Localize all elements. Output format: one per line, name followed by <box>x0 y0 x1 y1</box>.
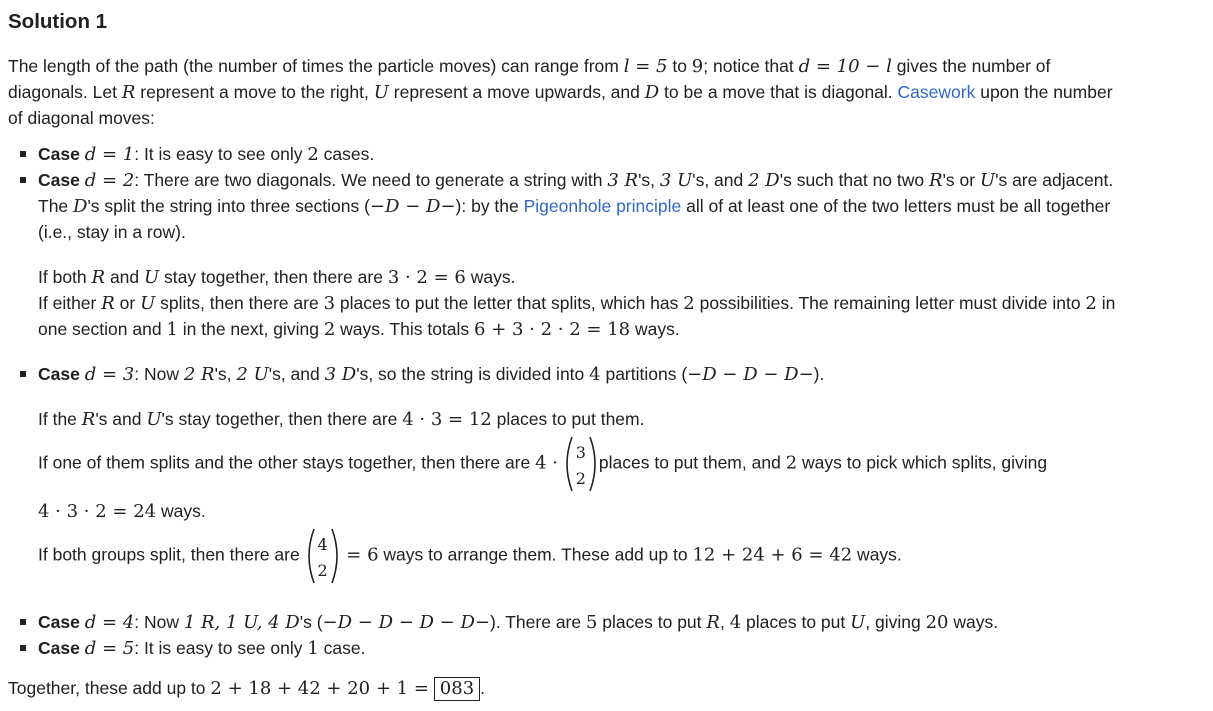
case-3-para-3 <box>38 498 206 525</box>
section-heading: Solution 1 <box>8 10 108 33</box>
math-term: U <box>146 409 162 430</box>
case-text: ). <box>813 364 825 384</box>
case-label: Case <box>38 638 80 658</box>
intro-text: The length of the path (the number of times the particle moves) can range from <box>8 56 624 76</box>
case-text: If the <box>38 409 82 429</box>
math-term: 1 <box>166 319 178 340</box>
case-text: one section and <box>38 319 167 339</box>
math-term: 12 + 24 + 6 = 42 <box>692 544 853 566</box>
math-term: 2 D <box>748 170 780 191</box>
bullet-icon <box>20 177 26 183</box>
case-text: : There are two diagonals. We need to generate a string with <box>134 170 608 190</box>
case-text: ways. <box>156 501 206 521</box>
case-text: places to put <box>741 612 851 632</box>
math-term: 2 R <box>183 364 215 385</box>
math-l-range-start: l = 5 <box>623 56 668 77</box>
case-5-item <box>38 635 366 662</box>
intro-text: to <box>667 56 692 76</box>
math-term: 4 <box>589 364 601 385</box>
case-label: Case <box>38 364 80 384</box>
math-term: R <box>91 267 106 288</box>
math-term: 1 R, 1 U, 4 D <box>183 612 300 633</box>
case-count: 1 <box>307 638 319 659</box>
case-text: splits, then there are <box>155 293 324 313</box>
math-term: U <box>850 612 866 633</box>
case-text: or <box>114 293 141 313</box>
case-text: If either <box>38 293 102 313</box>
math-d-formula: d = 10 − l <box>798 56 892 77</box>
case-text: 's, <box>214 364 237 384</box>
intro-text: gives the number of <box>891 56 1051 76</box>
case-2-para-3 <box>38 316 680 343</box>
case-text: places to put <box>597 612 707 632</box>
math-term: 3 · 2 = 6 <box>387 267 466 288</box>
case-text: If both groups split, then there are <box>38 544 305 565</box>
math-term: 3 U <box>659 170 693 191</box>
case-text: partitions ( <box>600 364 688 384</box>
math-term: 3 <box>323 293 336 314</box>
math-term: 3 D <box>324 364 357 385</box>
math-r: R <box>121 82 136 103</box>
math-u: U <box>373 82 389 103</box>
math-term: U <box>140 293 156 314</box>
case-text: 's such that no two <box>779 170 929 190</box>
case-text: 's are adjacent. <box>995 170 1114 190</box>
case-count: 2 <box>307 144 319 165</box>
case-3-para-2 <box>38 434 1047 494</box>
case-text: ways. <box>630 319 680 339</box>
case-3-para-1 <box>38 406 644 433</box>
case-text: 's split the string into three sections ( <box>87 196 370 216</box>
binomial-bottom: 2 <box>575 469 586 488</box>
math-term: R <box>81 409 96 430</box>
intro-text: diagonals. Let <box>8 82 122 102</box>
math-l-range-end: 9 <box>691 56 704 77</box>
intro-line-1 <box>8 53 1050 80</box>
math-term: 5 <box>585 612 598 633</box>
case-text: places to put them. <box>491 409 645 429</box>
math-term: R <box>706 612 720 633</box>
intro-text: represent a move upwards, and <box>388 82 645 102</box>
case-text: possibilities. The remaining letter must divide into <box>694 293 1086 313</box>
case-text: all of at least one of the two letters must be all together <box>681 196 1111 216</box>
math-term: 3 R <box>607 170 639 191</box>
intro-text: to be a move that is diagonal. <box>659 82 898 102</box>
case-text: ). There are <box>490 612 586 632</box>
case-text: : Now <box>134 612 184 632</box>
binomial-bottom: 2 <box>317 561 328 580</box>
case-condition: d = 4 <box>84 612 135 633</box>
intro-text: ; notice that <box>703 56 799 76</box>
case-text: ways. <box>465 267 516 287</box>
math-term: 20 <box>925 612 949 633</box>
final-expression: 2 + 18 + 42 + 20 + 1 = <box>210 678 429 699</box>
math-term: 2 <box>323 319 336 340</box>
casework-link[interactable]: Casework <box>897 82 976 102</box>
math-term: 2 U <box>236 364 269 385</box>
intro-line-2 <box>8 79 1113 106</box>
case-1-item <box>38 141 374 168</box>
case-text: 's and <box>95 409 147 429</box>
binomial-4-choose-2 <box>305 526 341 586</box>
bullet-icon <box>20 371 26 377</box>
case-condition: d = 1 <box>84 144 135 165</box>
case-2-line-3: (i.e., stay in a row). <box>38 222 186 242</box>
case-text: The <box>38 196 74 216</box>
case-text: : It is easy to see only <box>134 144 308 164</box>
boxed-answer: 083 <box>434 677 480 701</box>
binomial-top: 4 <box>317 535 328 554</box>
bullet-icon <box>20 619 26 625</box>
case-text: places to put the letter that splits, which has <box>335 293 684 313</box>
case-condition: d = 5 <box>84 638 135 659</box>
math-term: 2 <box>785 452 798 474</box>
math-term: 2 <box>683 293 695 314</box>
case-3-line-1 <box>38 361 824 388</box>
case-text: in the next, giving <box>177 319 324 339</box>
intro-text: upon the number <box>975 82 1113 102</box>
case-text: : It is easy to see only <box>134 638 308 658</box>
case-text: : Now <box>134 364 184 384</box>
case-text: If one of them splits and the other stays together, then there are <box>38 452 536 473</box>
case-text: 's, so the string is divided into <box>356 364 590 384</box>
case-text: ): by the <box>455 196 524 216</box>
case-text: and <box>105 267 145 287</box>
case-2-line-2 <box>38 193 1110 220</box>
intro-line-3: of diagonal moves: <box>8 108 155 128</box>
case-text: , giving <box>865 612 926 632</box>
math-term: 4 · 3 = 12 <box>402 409 492 430</box>
case-text: ways. <box>852 544 902 565</box>
final-text: . <box>480 678 486 698</box>
math-term: 4 <box>729 612 742 633</box>
final-line <box>8 675 485 702</box>
bullet-icon <box>20 151 26 157</box>
case-text: 's ( <box>299 612 323 632</box>
case-4-item <box>38 609 998 636</box>
math-term: 4 · 3 · 2 = 24 <box>38 501 157 522</box>
math-term: R <box>101 293 115 314</box>
case-text: 's stay together, then there are <box>161 409 403 429</box>
case-text: places to put them, and <box>598 452 786 473</box>
case-text: in <box>1096 293 1116 313</box>
case-text: ways to pick which splits, giving <box>797 452 1048 473</box>
case-text: 's or <box>942 170 980 190</box>
case-condition: d = 3 <box>84 364 135 385</box>
case-2-para-2 <box>38 290 1115 317</box>
pigeonhole-link[interactable]: Pigeonhole principle <box>523 196 682 216</box>
math-term: D <box>73 196 88 217</box>
math-term: U <box>144 267 160 288</box>
case-condition: d = 2 <box>84 170 135 191</box>
bullet-icon <box>20 645 26 651</box>
case-text: ways. This totals <box>335 319 475 339</box>
binomial-3-choose-2 <box>563 434 599 494</box>
math-d: D <box>644 82 660 103</box>
case-3-para-4 <box>38 526 902 586</box>
math-term: −D − D − D− <box>687 364 814 385</box>
math-term: −D − D− <box>369 196 456 217</box>
case-label: Case <box>38 170 80 190</box>
math-term: R <box>929 170 943 191</box>
binomial-top: 3 <box>575 443 586 462</box>
case-text: cases. <box>318 144 375 164</box>
math-term: −D − D − D − D− <box>322 612 490 633</box>
math-term: 6 + 3 · 2 · 2 = 18 <box>474 319 631 340</box>
math-term: = 6 <box>340 544 379 566</box>
case-text: stay together, then there are <box>159 267 388 287</box>
case-text: 's, and <box>268 364 325 384</box>
case-text: 's, <box>638 170 660 190</box>
case-2-para-1 <box>38 264 515 291</box>
intro-text: represent a move to the right, <box>135 82 374 102</box>
case-label: Case <box>38 144 80 164</box>
case-label: Case <box>38 612 80 632</box>
case-text: ways. <box>948 612 999 632</box>
case-text: ways to arrange them. These add up to <box>378 544 693 565</box>
math-term: 4 · <box>535 452 559 474</box>
math-term: 2 <box>1085 293 1097 314</box>
case-text: case. <box>318 638 366 658</box>
case-text: 's, and <box>692 170 749 190</box>
case-text: If both <box>38 267 92 287</box>
case-text: , <box>719 612 730 632</box>
math-term: U <box>979 170 996 191</box>
final-text: Together, these add up to <box>8 678 211 698</box>
case-2-line-1 <box>38 167 1113 194</box>
